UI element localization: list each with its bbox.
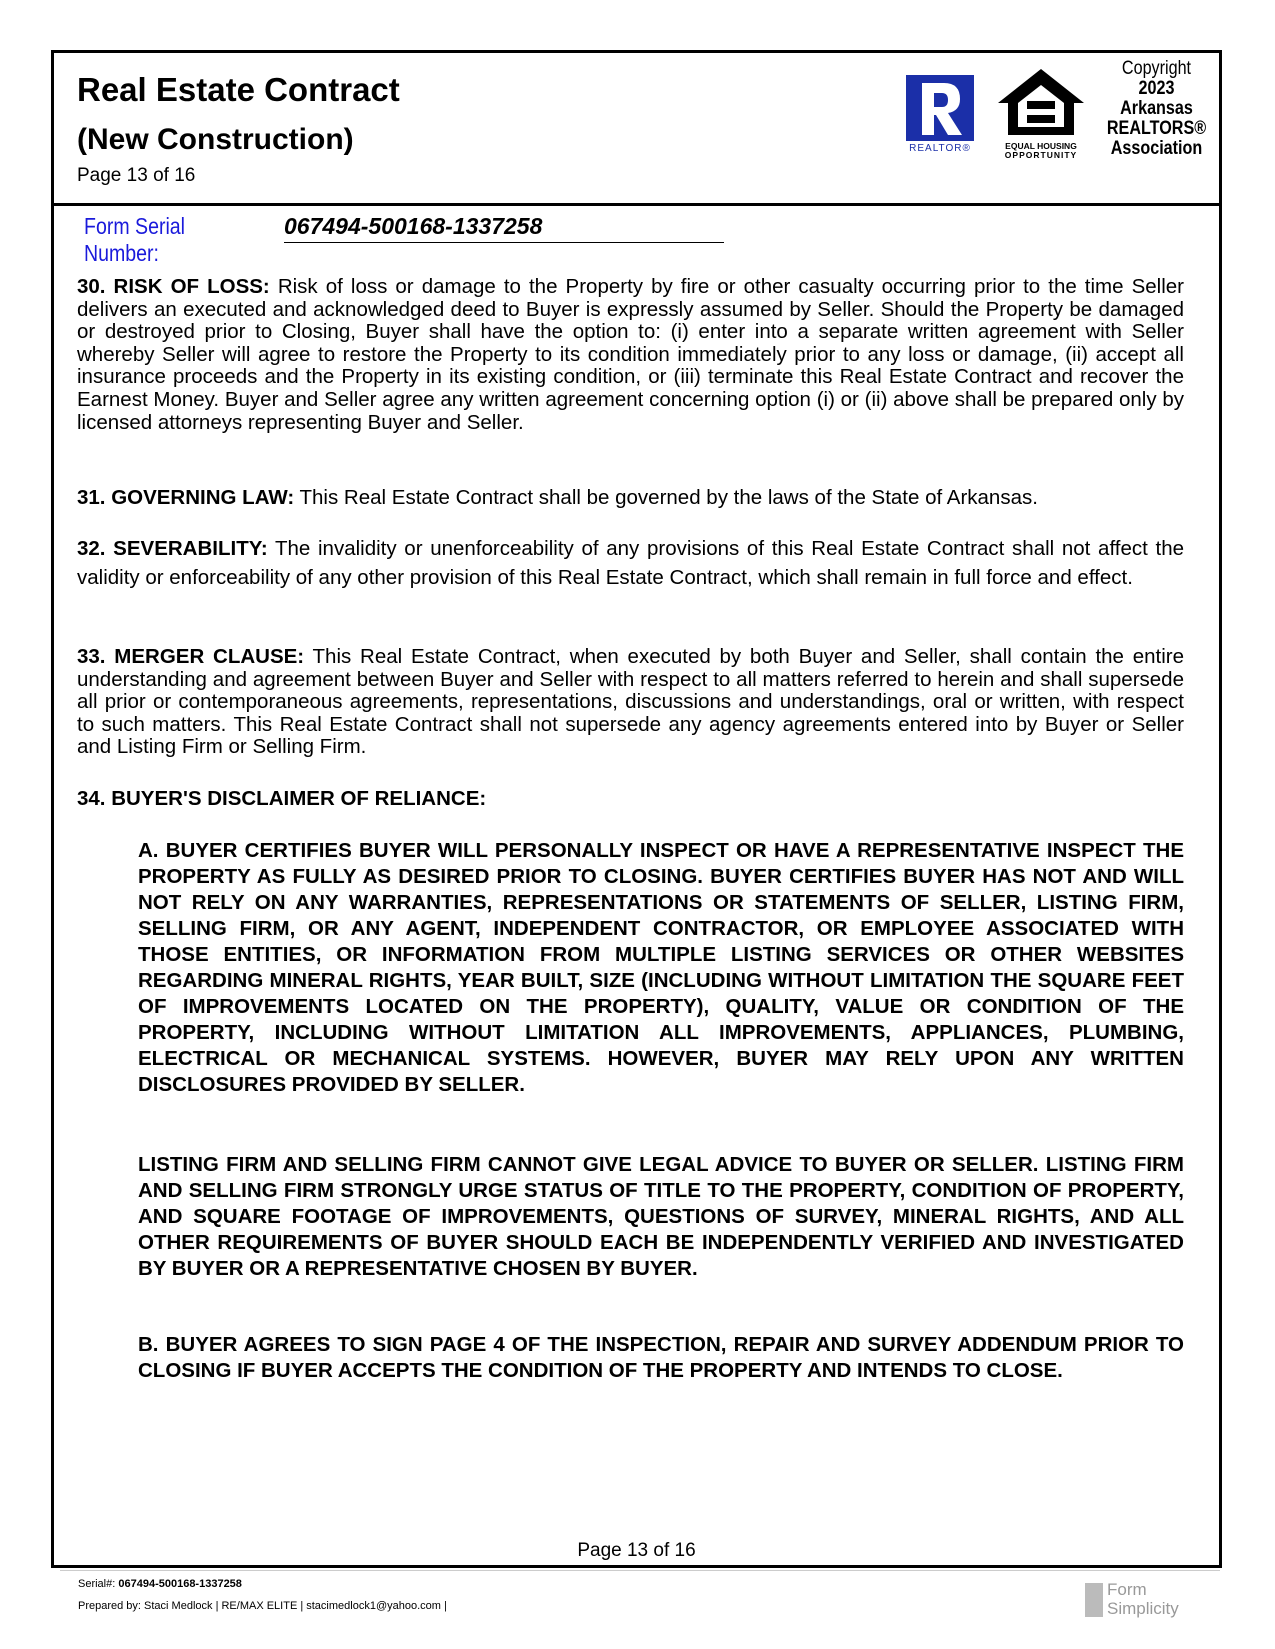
section-heading: 33. MERGER CLAUSE: bbox=[77, 645, 305, 668]
serial-value: 067494-500168-1337258 bbox=[284, 213, 724, 243]
section-heading: 32. SEVERABILITY: bbox=[77, 537, 268, 560]
svg-text:OPPORTUNITY: OPPORTUNITY bbox=[1004, 150, 1078, 160]
section-text: The invalidity or unenforceability of any provisions of this Real Estate Contract shall not affect the validity or enforceability of any other provision of this Real Estate Contract, which shall remain in full force and effect. bbox=[77, 537, 1184, 590]
document-icon bbox=[1085, 1583, 1103, 1617]
document-title: Real Estate Contract bbox=[77, 71, 400, 108]
svg-text:REALTOR®: REALTOR® bbox=[909, 143, 971, 153]
section-text: This Real Estate Contract, when executed by both Buyer and Seller, shall contain the entire understanding and agreement between Buyer and Seller with respect to all matters referred to herein and shall supersede all prior or contemporaneous agreements, representations, discussions and understandings, oral or written, with respect to such matters. This Real Estate Contract shall not supersede any agency agreements entered into by Buyer or Seller and Listing Firm or Selling Firm. bbox=[77, 645, 1184, 759]
disclaimer-paragraph-a: A. BUYER CERTIFIES BUYER WILL PERSONALLY INSPECT OR HAVE A REPRESENTATIVE INSPECT THE PROPERTY AS FULLY AS DESIRED PRIOR TO CLOSING. BUYER CERTIFIES BUYER HAS NOT AND WILL NOT RELY ON ANY WARRANTIES, REPRESENTATIONS OR STATEMENTS OF SELLER, LISTING FIRM, SELLING FIRM, OR ANY AGENT, INDEPENDENT CONTRACTOR, OR EMPLOYEE ASSOCIATED WITH THOSE ENTITIES, OR INFORMATION FROM MULTIPLE LISTING SERVICES OR OTHER WEBSITES REGARDING MINERAL RIGHTS, YEAR BUILT, SIZE (INCLUDING WITHOUT LIMITATION THE SQUARE FEET OF IMPROVEMENTS LOCATED ON THE PROPERTY), QUALITY, VALUE OR CONDITION OF THE PROPERTY, INCLUDING WITHOUT LIMITATION ALL IMPROVEMENTS, APPLIANCES, PLUMBING, ELECTRICAL OR MECHANICAL SYSTEMS. HOWEVER, BUYER MAY RELY UPON ANY WRITTEN DISCLOSURES PROVIDED BY SELLER. bbox=[138, 839, 1184, 1096]
header-divider bbox=[54, 203, 1219, 206]
realtor-logo-icon bbox=[906, 75, 974, 153]
disclaimer-paragraph-b: B. BUYER AGREES TO SIGN PAGE 4 OF THE INSPECTION, REPAIR AND SURVEY ADDENDUM PRIOR TO CLOSING IF BUYER ACCEPTS THE CONDITION OF THE PROPERTY AND INTENDS TO CLOSE. bbox=[138, 1333, 1184, 1382]
copyright-line: REALTORS® bbox=[1106, 118, 1207, 139]
section-merger-clause bbox=[77, 646, 1184, 759]
svg-text:EQUAL HOUSING: EQUAL HOUSING bbox=[1005, 141, 1077, 151]
section-heading: 34. BUYER'S DISCLAIMER OF RELIANCE: bbox=[77, 787, 487, 810]
section-heading: 30. RISK OF LOSS: bbox=[77, 275, 270, 298]
copyright-line: Association bbox=[1110, 138, 1203, 159]
footer-prepared-by: Prepared by: Staci Medlock | RE/MAX ELITE | stacimedlock1@yahoo.com | bbox=[78, 1600, 447, 1612]
footer-serial-label: Serial#: bbox=[78, 1578, 116, 1590]
section-disclaimer-heading bbox=[77, 788, 1184, 811]
form-simplicity-logo bbox=[1085, 1580, 1195, 1620]
footer-page-number: Page 13 of 16 bbox=[577, 1540, 696, 1561]
copyright-line: Arkansas bbox=[1120, 98, 1193, 119]
footer-divider bbox=[60, 1570, 1220, 1571]
document-subtitle: (New Construction) bbox=[77, 123, 354, 156]
brand-line: Form bbox=[1107, 1580, 1147, 1599]
copyright-year: 2023 bbox=[1138, 78, 1175, 99]
serial-label: Form Serial Number: bbox=[84, 213, 186, 266]
page-frame bbox=[51, 50, 1222, 1568]
form-serial bbox=[84, 213, 543, 267]
equal-housing-icon bbox=[994, 65, 1089, 160]
section-risk-of-loss bbox=[77, 276, 1184, 434]
brand-line: Simplicity bbox=[1107, 1599, 1179, 1618]
section-governing-law bbox=[77, 487, 1184, 510]
disclaimer-paragraph-listing: LISTING FIRM AND SELLING FIRM CANNOT GIVE LEGAL ADVICE TO BUYER OR SELLER. LISTING FIRM AND SELLING FIRM STRONGLY URGE STATUS OF TITLE TO THE PROPERTY, CONDITION OF PROPERTY, AND SQUARE FOOTAGE OF IMPROVEMENTS, QUESTIONS OF SURVEY, MINERAL RIGHTS, AND ALL OTHER REQUIREMENTS OF BUYER SHOULD EACH BE INDEPENDENTLY VERIFIED AND INVESTIGATED BY BUYER OR A REPRESENTATIVE CHOSEN BY BUYER. bbox=[138, 1153, 1184, 1280]
section-severability bbox=[77, 534, 1184, 593]
header-page-number: Page 13 of 16 bbox=[77, 165, 196, 186]
section-text: Risk of loss or damage to the Property by fire or other casualty occurring prior to the time Seller delivers an executed and acknowledged deed to Buyer is expressly assumed by Seller. Should the Property be damaged or destroyed prior to Closing, Buyer shall have the option to: (i) enter into a separate written agreement with Seller whereby Seller will agree to restore the Property to its condition immediately prior to any loss or damage, (ii) accept all insurance proceeds and the Property in its existing condition, or (iii) terminate this Real Estate Contract and recover the Earnest Money. Buyer and Seller agree any written agreement concerning option (i) or (ii) above shall be prepared only by licensed attorneys representing Buyer and Seller. bbox=[77, 275, 1184, 434]
copyright-line: Copyright bbox=[1121, 58, 1192, 79]
footer-serial bbox=[78, 1578, 242, 1590]
footer-serial-value: 067494-500168-1337258 bbox=[118, 1578, 242, 1590]
copyright-notice bbox=[1103, 59, 1209, 159]
section-text: This Real Estate Contract shall be governed by the laws of the State of Arkansas. bbox=[294, 486, 1038, 509]
section-heading: 31. GOVERNING LAW: bbox=[77, 486, 295, 509]
